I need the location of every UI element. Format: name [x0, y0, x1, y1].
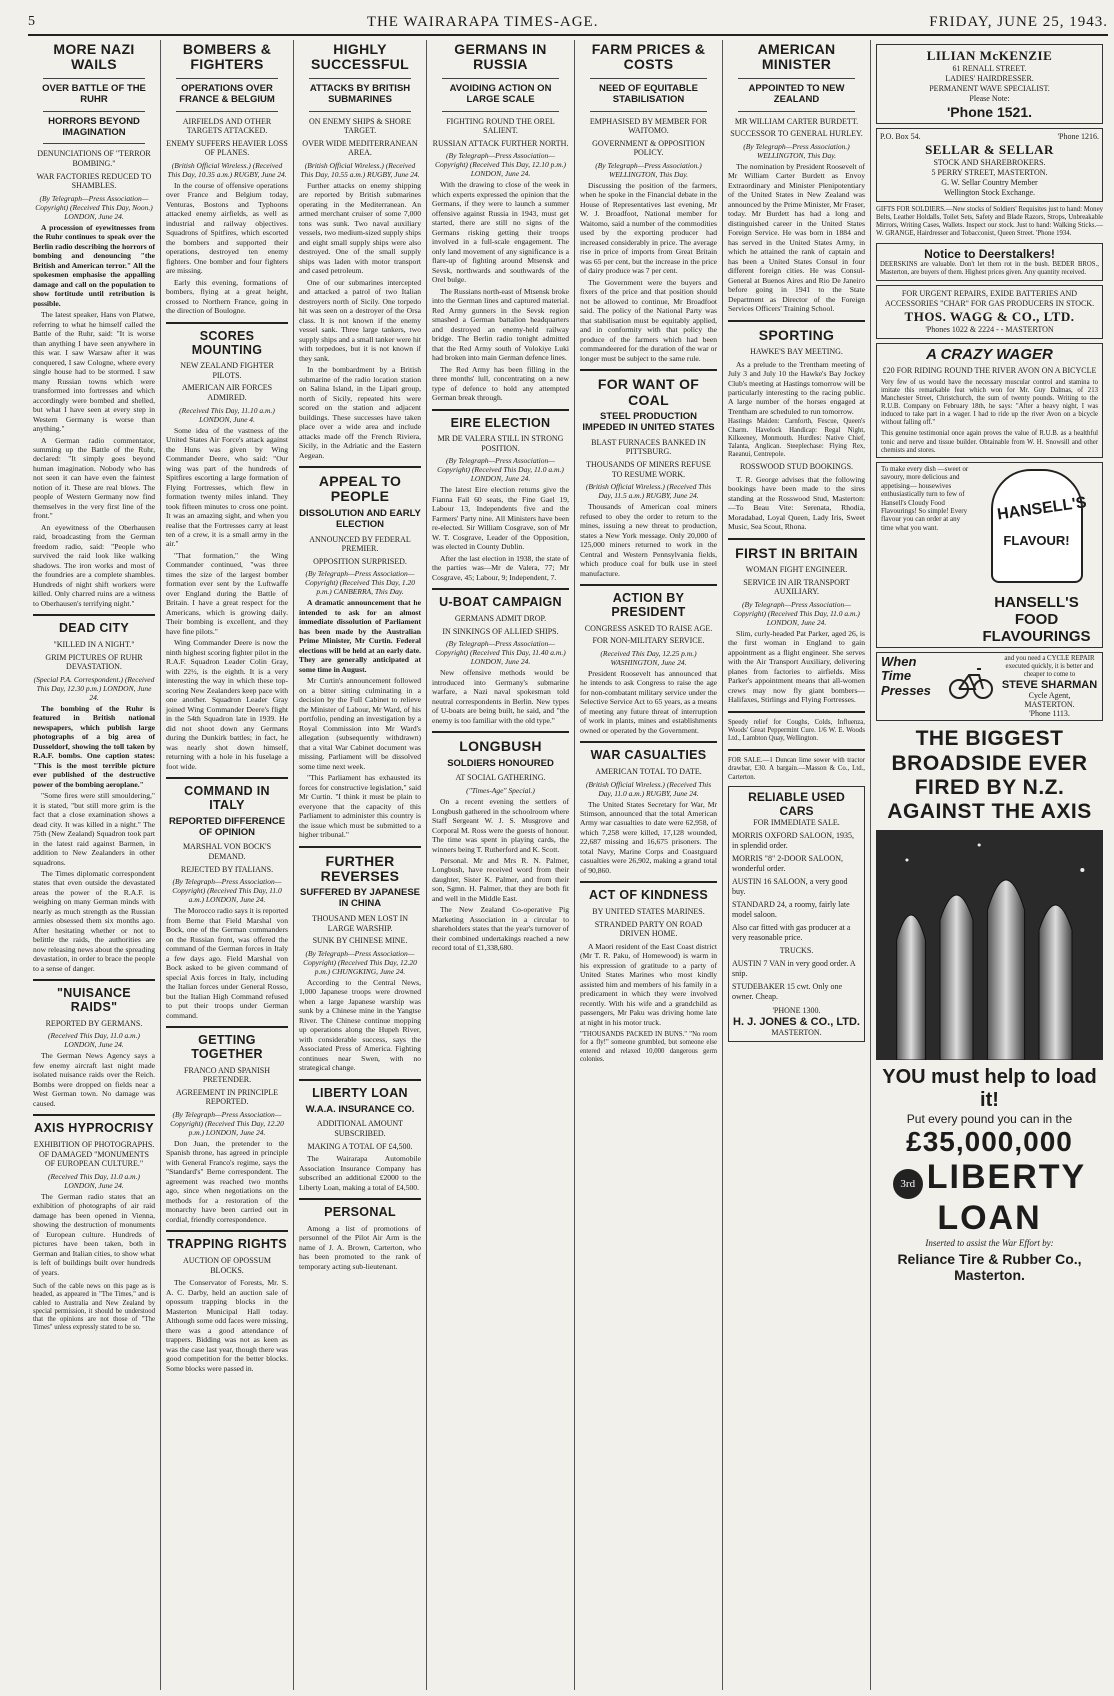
article-paragraph: According to the Central News, 1,000 Japanese troops were drowned when a large Japanese warship was sunk by a Chinese mine in the Yangtse River. The Chinese continue mopping up operations along the Hupeh River, with considerable success, says the Associated Press of America. Fighting continues near Swen, with no strategical change.	[299, 977, 421, 1073]
deck: OPPOSITION SURPRISED.	[313, 556, 407, 566]
advert-sponsor: Reliance Tire & Rubber Co., Masterton.	[897, 1251, 1082, 1284]
dateline: (By Telegraph—Press Association.) WELLINGTON, This Day.	[743, 141, 850, 160]
dateline: (By Telegraph—Press Association.) WELLINGTON, This Day.	[595, 161, 702, 179]
advert-line: LADIES' HAIRDRESSER.	[945, 74, 1034, 83]
article-paragraph: The Conservator of Forests, Mr. S. A. C. Darby, held an auction sale of opossum trapping blocks in the Masterton Municipal Hall today. Although some odd faces were missing, there was a good attendance of trappers. Bidding was not as keen as was the case last year, though there was good competition for the better blocks. Some blocks were passed in.	[166, 1278, 288, 1373]
deck: IN SINKINGS OF ALLIED SHIPS.	[442, 626, 559, 636]
advert-line: 61 RENALL STREET.	[952, 64, 1027, 73]
advert-text: Inserted to assist the War Effort by:	[925, 1238, 1054, 1249]
subhead: AVOIDING ACTION ON LARGE SCALE	[449, 82, 552, 105]
advert-text: and you need a CYCLE REPAIR executed quickly, it is better and cheaper to come to	[1004, 654, 1095, 679]
advert-brand: HANSELL'S FOOD FLAVOURINGS	[982, 593, 1091, 645]
liberty-loan-advert	[876, 727, 1103, 1283]
deck: AGREEMENT IN PRINCIPLE REPORTED.	[175, 1087, 279, 1107]
advert-slogan: YOU must help to load it!	[882, 1065, 1097, 1111]
column-4	[427, 40, 575, 1690]
article-paragraph: Discussing the position of the farmers, when he spoke in the Financial debate in the House of Representatives last evening, Mr W. J. Broadfoot, National member for Waitomo, said a number of the commodities used by the exporting producer had increased considerably in price. The average rise in price of imports from Great Britain was 65 per cent, but the increase in the price of dairy produce was 7 per cent.	[580, 181, 717, 276]
article-paragraph: Early this evening, formations of bombers, flying at a great height, crossed to Northern France, going in the direction of Boulogne.	[166, 277, 288, 316]
deck: THOUSAND MEN LOST IN LARGE WARSHIP.	[311, 914, 409, 933]
deck: GERMANS ADMIT DROP.	[454, 614, 547, 624]
deck: REPORTED BY GERMANS.	[45, 1018, 143, 1028]
column-7-adverts	[871, 40, 1108, 1690]
article-paragraph: Personal. Mr and Mrs R. N. Palmer, Longbush, have received word from their daughter, Sister K. Palmer, and from their son, Sgmn. H. Palmer, that they are both fit and well in the Middle East.	[432, 855, 569, 903]
advert-line: Wellington Stock Exchange.	[943, 188, 1036, 197]
subhead: NEED OF EQUITABLE STABILISATION	[598, 82, 699, 105]
advert-text: This genuine testimonial once again proves the value of R.U.B. as a healthful tonic and nerve and tissue builder. Obtainable from W. H. Snowsill and other chemists and stores.	[881, 430, 1098, 454]
advert-phone: 'Phone 1216.	[1057, 132, 1099, 141]
headline: AMERICAN MINISTER	[757, 41, 836, 73]
subhead: APPOINTED TO NEW ZEALAND	[748, 82, 845, 105]
advert-text: FOR URGENT REPAIRS, EXIDE BATTERIES AND ACCESSORIES "CHAR" FOR GAS PRODUCERS IN STOCK.	[884, 288, 1095, 308]
article-paragraph: The Morocco radio says it is reported from Berne that Field Marshal von Bock, one of the German commanders on the Russian front, was offered the command of the German forces in Italy a few days ago. Field Marshal von Bock asked to be given command of special Axis forces in Italy, including the Italian forces under General Rosso, but the Italian High Command refused to put their troops under German command.	[166, 906, 288, 1020]
dateline: (British Official Wireless.) (Received This Day, 10.35 a.m.) RUGBY, June 24.	[167, 161, 287, 179]
headline: MORE NAZI WAILS	[53, 41, 135, 73]
car-listing: MORRIS OXFORD SALOON, 1935, in splendid order.	[732, 830, 855, 850]
race-fields: Hastings Maiden: Carnforth, Fescue, Queen's Charm. Havelock Handicap: Regal Night, Kilkeeney, Monmouth. Hurdles: Native Chief, Talanta, Anglican. Steeplechase: Flying Rex, Raeanui, Centrepole.	[728, 418, 865, 459]
subhead: REPORTED DIFFERENCE OF OPINION	[168, 815, 286, 838]
article-paragraph: An eyewitness of the Oberhausen raid, broadcasting from the German freedom radio, said: "People who survived the raid look like walking shadows. The iron works and most of the foundries are a complete shambles. Hundreds of night shift workers were killed. Only charred ruins are a witness to Oberhausen's terrifying night."	[33, 522, 155, 608]
bottle-label: FLAVOUR!	[1003, 532, 1070, 548]
article-paragraph: The Russians north-east of Mtsensk broke into the German lines and captured material. Red Army gunners in the Sevsk region smashed a German battalion headquarters and destroyed an enemy-held railway bridge. The Berlin radio tonight admitted that the Red Army south of Volokiye Luki had broken into main German defence lines.	[432, 286, 569, 363]
article-paragraph: The German radio states that an exhibition of photographs of air raid damage has been opened in Vienna, showing the destruction of monuments of European culture. Hundreds of pictures have been taken, both in German and Italian cities, to show what is left of buildings built over hundreds of years.	[33, 1191, 155, 1277]
headline: PERSONAL	[324, 1205, 396, 1220]
car-listing: Also car fitted with gas producer at a very reasonable price.	[732, 922, 851, 942]
used-cars-advert	[728, 786, 865, 1042]
headline: HIGHLY SUCCESSFUL	[311, 41, 409, 73]
deck: ROSSWOOD STUD BOOKINGS.	[739, 462, 854, 472]
article-paragraph: The New Zealand Co-operative Pig Marketing Association in a circular to shareholders states that the year's turnover of their combined undertakings reached a new record total of £1,338,680.	[432, 905, 569, 953]
dateline: (By Telegraph—Press Association—Copyright) (Received This Day, 1.20 p.m.) CANBERRA, This Day.	[305, 569, 415, 597]
car-listing: AUSTIN 7 VAN in very good order. A snip.	[732, 958, 856, 978]
deck: ADDITIONAL AMOUNT SUBSCRIBED.	[316, 1119, 404, 1139]
advert-phone: 'Phone 1521.	[946, 104, 1033, 120]
article-paragraph: The United States Secretary for War, Mr Stimson, announced that the total American Army war casualties to date were 62,958, of which 7,258 were killed, 17,128 wounded, 22,687 missing and 16,675 prisoners. The total Navy, Marine Corps and Coastguard casualties were 26,902, making a grand total of 90,860.	[580, 799, 717, 875]
advert-phone: 'Phones 1022 & 2224 - - MASTERTON	[925, 324, 1054, 334]
advert-name: SELLAR & SELLAR	[925, 142, 1054, 157]
headline: LONGBUSH	[459, 738, 542, 755]
headline: TRAPPING RIGHTS	[167, 1237, 287, 1252]
advert-line: STOCK AND SHAREBROKERS.	[933, 158, 1046, 167]
article-paragraph: One of our submarines intercepted and attacked a patrol of two Italian destroyers north of Sicily. One torpedo hit was seen on a destroyer of the Orsa class. It is not known if the enemy vessel sank. Three large tankers, two supply ships and a small tanker were hit with torpedoes, but it is not known if they sank.	[299, 277, 421, 363]
headline: DEAD CITY	[58, 621, 130, 636]
article-lead: The bombing of the Ruhr is featured in British national newspapers, which publish large photographs of a big area of Dusseldorf, showing the toll taken by R.A.F. bombs. One caption states: "This is the most terrible picture ever published of the destructive power of the bombing aeroplane."	[33, 703, 155, 789]
article-paragraph: The Red Army has been filling in the three months' lull, concentrating on a new type of defence to hold any attempted German break through.	[432, 364, 569, 403]
dateline: (By Telegraph—Press Association—Copyright) (Received This Day, Noon.) LONDON, June 24.	[35, 193, 153, 221]
article-paragraph: The latest speaker, Hans von Platwe, referring to what he himself called the Battle of the Ruhr, said: "It is worse than anything I have seen anywhere in this war. I saw Warsaw after it was conquered, I saw Cologne, where every single house had to be stormed. I saw many Russian towns which were transformed into fortresses and which accordingly were bombed and shelled, but what I have seen at every step in Western Germany is worse than anything."	[33, 310, 155, 434]
deck: THOUSANDS OF MINERS REFUSE TO RESUME WORK.	[586, 460, 711, 479]
deck: FIGHTING ROUND THE OREL SALIENT.	[446, 116, 555, 136]
advert-text: To make every dish —sweet or savoury, more delicious and appetising— housewives enthusiastically turn to few of Hansell's Cloudy Food Flavourings! So simple! Every flavour you can order at any time what you want.	[881, 464, 969, 532]
deck: MR WILLIAM CARTER BURDETT.	[734, 116, 859, 126]
advert-title: A CRAZY WAGER	[926, 345, 1053, 363]
deck: CONGRESS ASKED TO RAISE AGE.	[584, 623, 713, 633]
advert-text: Speedy relief for Coughs, Colds, Influenza, Woods' Great Peppermint Cure. 1/6 W. E. Woods Ltd., Lambton Quay, Wellington.	[728, 718, 865, 743]
deck: WAR FACTORIES REDUCED TO SHAMBLES.	[36, 171, 152, 191]
hairdresser-advert	[876, 44, 1103, 124]
deck: EMPHASISED BY MEMBER FOR WAITOMO.	[589, 116, 708, 136]
loan-amount: £35,000,000	[906, 1125, 1073, 1157]
article-paragraph: The Times diplomatic correspondent states that even outside the devastated areas the power of the R.A.F. is weighing on many German minds with nearly as much strength as the Russian armies obsessed them six months ago. After hesitating whether or not to belittle the raids, the authorities are now releasing news about the spreading devastation, in order to brace the people to a sense of danger.	[33, 868, 155, 973]
dateline: (By Telegraph—Press Association—Copyright) (Received This Day, 11.0 a.m.) LONDON, June 24.	[733, 599, 860, 627]
article-lead: A dramatic announcement that he intended to ask for an almost immediate dissolution of Parliament has been made by the Australian Prime Minister, Mr Curtin. Federal elections will be held at an early date. They are generally anticipated at some time in August.	[299, 598, 421, 674]
column-1	[28, 40, 161, 1690]
deck: BLAST FURNACES BANKED IN PITTSBURG.	[591, 437, 706, 457]
headline: BOMBERS & FIGHTERS	[182, 41, 272, 73]
deck: FRANCO AND SPANISH PRETENDER.	[184, 1065, 270, 1085]
dateline: (By Telegraph—Press Association—Copyright) (Received This Day, 12.20 p.m.) LONDON, June 24.	[170, 1109, 284, 1137]
sharebroker-advert	[876, 128, 1103, 202]
subhead: OVER BATTLE OF THE RUHR	[42, 82, 146, 105]
article-paragraph: New offensive methods would be introduced into Germany's submarine warfare, a Nazi naval spokesman told neutral correspondents in Berlin. New types of U-boats are being built, he said, and "the enemy is too familiar with the old type."	[432, 668, 569, 725]
deck: HAWKE'S BAY MEETING.	[750, 346, 843, 356]
advert-title: RELIABLE USED CARS	[748, 789, 845, 818]
deck: NEW ZEALAND FIGHTER PILOTS.	[180, 361, 274, 380]
article-paragraph: The Government were the buyers and fixers of the price and that position should not be allowed to continue, Mr Broadfoot said. The policy of the National Party was that stabilisation must be equitably applied, and in conformity with that policy the produce of the farmers which had been commandeered for the duration of the war or longer must be subject to the same rule.	[580, 277, 717, 363]
dateline: (By Telegraph—Press Association—Copyright) (Received This Day, 12.20 p.m.) CHUNGKING, June 24.	[303, 948, 417, 976]
deck: BY UNITED STATES MARINES.	[592, 907, 705, 917]
deck: RUSSIAN ATTACK FURTHER NORTH.	[432, 138, 569, 148]
article-paragraph: Further attacks on enemy shipping are reported by British submarines operating in the Mediterranean. An armed merchant cruiser of some 7,000 tons was sunk. Two naval auxiliary vessels, two medium-sized supply ships and eight small supply ships were also destroyed. One of the small supply ships was laden with motor transport and cased petroleum.	[299, 181, 421, 276]
headline: "NUISANCE RAIDS"	[57, 986, 131, 1015]
bicycle-icon	[947, 655, 995, 703]
advert-subtitle: FOR IMMEDIATE SALE.	[753, 817, 840, 827]
advert-subtitle: £20 FOR RIDING ROUND THE RIVER AVON ON A BICYCLE	[882, 365, 1097, 375]
advert-text: FOR SALE.—1 Duncan lime sower with tractor drawbar, £30. A bargain.—Masson & Co., Ltd., Carterton.	[728, 757, 865, 781]
advert-line: 5 PERRY STREET, MASTERTON.	[931, 168, 1048, 177]
headline: U-BOAT CAMPAIGN	[439, 595, 562, 610]
dateline: (British Official Wireless.) (Received This Day, 11.0 a.m.) RUGBY, June 24.	[585, 779, 712, 798]
liberty-loan-title: LIBERTY LOAN	[926, 1157, 1087, 1238]
columns	[28, 40, 1108, 1690]
subhead: DISSOLUTION AND EARLY ELECTION	[299, 507, 421, 530]
article-paragraph: On a recent evening the settlers of Longbush gathered in the schoolroom where Staff Sergeant W. J. S. Musgrove and Corporal M. Ross were the guests of honour. The time was spent in playing cards, the winners being T. Rutherford and K. Scott.	[432, 797, 569, 854]
subhead: OPERATIONS OVER FRANCE & BELGIUM	[179, 82, 275, 105]
headline: SCORES MOUNTING	[191, 328, 263, 357]
column-3	[294, 40, 427, 1690]
advert-title: When Time Presses	[881, 653, 931, 698]
dateline: (Special P.A. Correspondent.) (Received This Day, 12.30 p.m.) LONDON, June 24.	[33, 674, 155, 702]
page-number: 5	[28, 14, 36, 29]
masthead	[28, 10, 1108, 36]
footnote: Such of the cable news on this page as is headed, as appeared in "The Times," and is cabled to Australia and New Zealand by special permission, it should be understood that the opinions are not those of "The Times" unless expressly stated to be so.	[33, 1283, 155, 1331]
advert-name: THOS. WAGG & CO., LTD.	[904, 308, 1075, 324]
deck: AT SOCIAL GATHERING.	[455, 773, 546, 783]
article-paragraph: The Wairarapa Automobile Association Insurance Company has subscribed an additional £2000 to the Liberty Loan, making a total of £4,500.	[299, 1154, 421, 1192]
subhead: W.A.A. INSURANCE CO.	[305, 1103, 415, 1115]
car-listing: AUSTIN 16 SALOON, a very good buy.	[732, 876, 848, 896]
column-6	[723, 40, 871, 1690]
dateline: (By Telegraph—Press Association—Copyright) (Received This Day, 11.0 a.m.) LONDON, June 24.	[437, 456, 564, 484]
headline: ACT OF KINDNESS	[588, 888, 709, 903]
deck: SUNK BY CHINESE MINE.	[312, 936, 408, 946]
article-paragraph: A German radio commentator, summing up the Battle of the Ruhr, declared: "It simply goes beyond human imagination. Nobody who has not seen it can have even the faintest notion of it. These are real blows. The people of Western Germany now find themselves in the very first line of the front."	[33, 435, 155, 521]
article-paragraph: Wing Commander Deere is now the ninth highest scoring fighter pilot in the R.A.F. Squadron Leader Colin Gray, with 22½, is the eighth. It is a very interesting the way in which these top-scoring New Zealanders keep pace with one another. Squadron Leader Gray joined Wing Commander Deere's flight in the 54th Squadron late in 1939. He did not shoot down any Germans during the Dunkirk battles; in fact, he was nearly shot down himself, returning with a hole in his fuselage a foot wide.	[166, 638, 288, 771]
headline: GERMANS IN RUSSIA	[454, 41, 547, 73]
deck: FOR NON-MILITARY SERVICE.	[592, 636, 705, 646]
article-paragraph: Among a list of promotions of personnel of the Pilot Air Arm is the name of J. A. Brown, Carterton, who has been promoted to the rank of temporary acting sub-lieutenant.	[299, 1223, 421, 1271]
deck: AMERICAN TOTAL TO DATE.	[595, 766, 702, 776]
advert-line: G. W. Sellar Country Member	[941, 178, 1038, 187]
deck: REJECTED BY ITALIANS.	[180, 864, 274, 874]
hansells-advert	[876, 462, 1103, 648]
deck: WOMAN FIGHT ENGINEER.	[745, 565, 848, 575]
dateline: ("Times-Age" Special.)	[466, 786, 535, 796]
article-paragraph: The German News Agency says a few enemy aircraft last night made isolated nuisance raids over the Reich. Bombs were dropped on fields near a West German town. No damage was caused.	[33, 1051, 155, 1108]
advert-phone: 'PHONE 1300.	[772, 1005, 821, 1015]
deck: STRANDED PARTY ON ROAD DRIVEN HOME.	[594, 919, 703, 939]
shells-illustration	[876, 830, 1103, 1060]
bottle-label: HANSELL'S	[995, 494, 1088, 524]
crazy-wager-advert	[876, 343, 1103, 458]
headline: FIRST IN BRITAIN	[735, 544, 858, 561]
headline: FOR WANT OF COAL	[597, 376, 700, 408]
article-paragraph: "Some fires were still smouldering," it is stated, "but still more grim is the fact that a close examination shows a dead city. It was killed in a night." The 75th (New Zealand) Squadron took part in the latest raid against Barmen, in addition to New Zealanders in other squadrons.	[33, 791, 155, 867]
headline: APPEAL TO PEOPLE	[318, 473, 402, 505]
headline: FARM PRICES & COSTS	[591, 41, 706, 73]
car-listing: STANDARD 24, a roomy, fairly late model saloon.	[732, 899, 850, 919]
subhead: SOLDIERS HONOURED	[447, 757, 554, 769]
advert-name: LILIAN McKENZIE	[926, 48, 1053, 63]
dateline: (Received This Day, 11.0 a.m.) LONDON, June 24.	[48, 1031, 140, 1050]
article-paragraph: "This Parliament has exhausted its forces for constructive legislation," said Mr Curtin. "I think it must be plain to everyone that the capacity of this Parliament to administer this country is the issue which must be submitted to a higher tribunal."	[299, 773, 421, 840]
article-paragraph: Don Juan, the pretender to the Spanish throne, has agreed in principle with General Franco's regime, says the "Standard's" Berne correspondent. The agreement was reached two months ago, since when negotiations on the methods for a restoration of the monarchy have been carried out in cordial, friendly correspondence.	[166, 1138, 288, 1224]
deck: MARSHAL VON BOCK'S DEMAND.	[182, 842, 272, 862]
deck: MAKING A TOTAL OF £4,500.	[307, 1141, 413, 1151]
deerstalkers-advert	[876, 243, 1103, 281]
advert-town: MASTERTON.	[771, 1027, 822, 1037]
article-paragraph: Mr Curtin's announcement followed on a bitter sitting culminating in a decision by the Full Cabinet to relieve the Minister of Labour, Mr Ward, of his portfolio, pending an investigation by a Royal Commission into Mr Ward's allegation (subsequently withdrawn) that a vital War Cabinet document was missing. Parliament will be dissolved some time next week.	[299, 676, 421, 771]
article-paragraph: Thousands of American coal miners refused to obey the order to return to the mines, issuing a new threat to production, states a New York message. Only 20,000 of 125,000 miners returned to work in the Central and Western Pennsylvania fields, which produce coal for bulk use in steel manufacture.	[580, 502, 717, 578]
article-paragraph: Slim, curly-headed Pat Parker, aged 26, is the first woman in England to gain appointment as a flight engineer. She serves with the Air Transport Auxiliary, delivering planes from factories to airfields. Miss Parker's appointment means that all-women crews may now fly giant bombers—Halifaxes, Stirlings and Flying Fortresses.	[728, 628, 865, 705]
subhead: SUFFERED BY JAPANESE IN CHINA	[299, 887, 420, 910]
cycle-repair-advert	[876, 652, 1103, 721]
article-paragraph: With the drawing to close of the week in which experts expressed the opinion that the Germans, if they were to launch a summer offensive against Russia in 1943, must get started, there are still no signs of the Germans risking getting their troops involved in a full-scale engagement. The only land movement of any significance is a flare-up of fighting around Mtsensk and Sevsk, northwards and southwards of the Orel bulge.	[432, 180, 569, 285]
gifts-advert: GIFTS FOR SOLDIERS.—New stocks of Soldiers' Requisites just to hand: Money Belts, Leather Holdalls, Toilet Sets, Safety and Blade Razors, Strops, Unbreakable Mirrors, Writing Cases, Wallets. Inspect our stock. Just to hand: Walking Sticks.—W. GRANGE, Hairdresser and Tobacconist, Queen Street. 'Phone 1934.	[876, 206, 1103, 238]
article-paragraph: The nomination by President Roosevelt of Mr William Carter Burdett as Envoy Extraordinary and Minister Plenipotentiary of the United States in New Zealand was announced by the Prime Minister, Mr Fraser, today. Mr Burdett has had a long and distinguished career in the United States Foreign Service. He was born in 1884 and has served in the United States Army, in which he attained the rank of captain and has been a United States Consul in four different foreign cities. He was Consul-General at Buenos Aires and Rio De Janeiro before going in 1941 to the State Department as Director of the Foreign Services Officers' Training School.	[728, 161, 865, 314]
deck: GRIM PICTURES OF RUHR DEVASTATION.	[45, 652, 143, 672]
article-paragraph: As a prelude to the Trentham meeting of July 3 and July 10 the Hawke's Bay Jockey Club's meeting at Hastings tomorrow will be particularly interesting to the racing public. A large number of the horses engaged at Trentham are scheduled to run tomorrow.	[728, 359, 865, 416]
third-badge: 3rd	[893, 1169, 923, 1199]
deck: MR DE VALERA STILL IN STRONG POSITION.	[437, 434, 564, 453]
headline: COMMAND IN ITALY	[184, 784, 270, 812]
advert-line: Cycle Agent,	[1028, 691, 1071, 701]
po-box: P.O. Box 54.	[880, 132, 921, 141]
dateline: (Received This Day, 11.0 a.m.) LONDON, June 24.	[48, 1171, 140, 1190]
dateline: (By Telegraph—Press Association—Copyright) (Received This Day, 11.40 a.m.) LONDON, June 24.	[435, 639, 566, 667]
headline: SPORTING	[758, 326, 835, 343]
article-paragraph: In the course of offensive operations over France and Belgium today, Venturas, Bostons and Typhoons attacked enemy airfields, as well as industrial and railway objectives. Squadrons of Spitfires, which escorted the bombers and supported their operations, destroyed ten enemy fighters. One bomber and four fighters are missing.	[166, 181, 288, 276]
article-paragraph: The latest Eire election returns give the Fianna Fail 60 seats, the Fine Gael 19, Labour 13, Independents five and the Farmers' Party nine. All Ministers have been re-elected. Sir William Cosgrave, son of Mr W. T. Cosgrave, Leader of the Opposition, was elected in County Dublin.	[432, 485, 569, 552]
advert-line: MASTERTON.	[1024, 700, 1075, 710]
deck: EXHIBITION OF PHOTOGRAPHS. OF DAMAGED "MONUMENTS OF EUROPEAN CULTURE."	[33, 1140, 155, 1169]
advert-title: Notice to Deerstalkers!	[924, 246, 1055, 261]
headline: EIRE ELECTION	[450, 415, 551, 430]
article-paragraph: President Roosevelt has announced that he intends to ask Congress to raise the age for non-combatant military service under the Selective Service Act to 65 years, as a means of meeting any future threat of interruption of work in plants, mines and establishments owned or operated by the Government.	[580, 668, 717, 735]
deck: AUCTION OF OPOSSUM BLOCKS.	[182, 1256, 271, 1275]
deck: ANNOUNCED BY FEDERAL PREMIER.	[309, 534, 411, 554]
deck: OVER WIDE MEDITERRANEAN AREA.	[302, 138, 418, 158]
deck: SUCCESSOR TO GENERAL HURLEY.	[730, 129, 863, 139]
car-listing: TRUCKS.	[779, 945, 814, 955]
headline: FURTHER REVERSES	[320, 852, 400, 884]
car-listing: MORRIS "8" 2-DOOR SALOON, wonderful order.	[732, 853, 843, 873]
subhead: STEEL PRODUCTION IMPEDED IN UNITED STATES	[582, 410, 715, 433]
deck: "KILLED IN A NIGHT."	[53, 639, 135, 649]
deck: ON ENEMY SHIPS & SHORE TARGET.	[309, 116, 411, 136]
article-paragraph: Some idea of the vastness of the United States Air Force's attack against the Huns was given by Wing Commander Deere, who said: "Our wing was part of the hundreds of Spitfires escorting a large formation of Flying Fortresses, which flew in formation twenty miles inland. They took fifteen minutes to cross one point. It was an amazing sight, and when you realise that the Fortresses carry at least ten of a crew, it is a small army in the air."	[166, 425, 288, 549]
headline: GETTING TOGETHER	[191, 1033, 263, 1061]
deck: GOVERNMENT & OPPOSITION POLICY.	[592, 138, 705, 158]
subhead: ATTACKS BY BRITISH SUBMARINES	[309, 82, 411, 105]
advert-company: H. J. JONES & CO., LTD.	[733, 1015, 860, 1028]
advert-text: DEERSKINS are valuable. Don't let them rot in the bush. BEDER BROS., Masterton, are buyers of them. Highest prices given. Any quantity received.	[880, 260, 1099, 276]
advert-name: STEVE SHARMAN	[1001, 679, 1098, 692]
article-paragraph: "That formation," the Wing Commander continued, "was three times the size of the largest bomber formation ever sent by the Luftwaffe over England during the Battle of Britain. I have a great respect for the Americans, which is growing daily. Their bombing is excellent, and they have fine pilots."	[166, 550, 288, 636]
advert-line: PERMANENT WAVE SPECIALIST.	[929, 84, 1050, 93]
deck: AIRFIELDS AND OTHER TARGETS ATTACKED.	[182, 116, 272, 136]
deck: ENEMY SUFFERS HEAVIER LOSS OF PLANES.	[166, 138, 288, 158]
advert-text: Very few of us would have the necessary muscular control and stamina to imitate this remarkable feat which won for Mr. Guy Dalmas, of 213 Manchester Street, Christchurch, the sum of twenty pounds. Writing to the R.U.B. Company on February 18th, he says: "After a heavy night, I was induced to take part in a wager. I had to ride up the river Avon on a bicycle without falling off."	[881, 378, 1098, 427]
advert-text: "THOUSANDS PACKED IN BUNS." "No room for a fly!" someone grumbled, but someone else entered and relaxed 10,000 dangerous germ colonies.	[580, 1031, 717, 1063]
headline: ACTION BY PRESIDENT	[611, 591, 686, 619]
subhead: HORRORS BEYOND IMAGINATION	[48, 115, 140, 138]
advert-text: Put every pound you can in the	[906, 1111, 1073, 1126]
advert-headline: THE BIGGEST BROADSIDE EVER FIRED BY N.Z. AGAINST THE AXIS	[887, 727, 1092, 823]
dateline: (Received This Day, 12.25 p.m.) WASHINGTON, June 24.	[600, 648, 697, 667]
column-5	[575, 40, 723, 1690]
battery-advert	[876, 285, 1103, 339]
deck: SERVICE IN AIR TRANSPORT AUXILIARY.	[743, 577, 850, 597]
article-paragraph: After the last election in 1938, the state of the parties was—Mr de Valera, 77; Mr Cosgrave, 45; Labour, 9; Independent, 7.	[432, 553, 569, 582]
dateline: (British Official Wireless.) (Received This Day, 11.5 a.m.) RUGBY, June 24.	[585, 482, 712, 501]
column-2	[161, 40, 294, 1690]
dateline: (By Telegraph—Press Association—Copyright) (Received This Day, 11.0 a.m.) LONDON, June 24.	[172, 877, 282, 905]
dateline: (By Telegraph—Press Association—Copyright) (Received This Day, 12.10 p.m.) LONDON, June 24.	[434, 151, 566, 179]
issue-date: FRIDAY, JUNE 25, 1943.	[929, 13, 1108, 30]
deck: DENUNCIATIONS OF "TERROR BOMBING."	[37, 149, 151, 169]
dateline: (British Official Wireless.) (Received This Day, 10.55 a.m.) RUGBY, June 24.	[300, 161, 420, 179]
newspaper-title: THE WAIRARAPA TIMES-AGE.	[366, 13, 599, 30]
article-paragraph: A Maori resident of the East Coast district (Mr T. R. Paku, of Homewood) is warm in his expression of gratitude to a party of United States Marines who most kindly assisted him and members of his family in a predicament in which they were involved recently. With his wife and a grandchild as passengers, Mr Paku was driving home late at night in his motor truck.	[580, 941, 717, 1027]
article-paragraph: T. R. George advises that the following bookings have been made to the sires standing at the Rosswood Stud, Masterton:—To Beau Vite: Serenata, Rhodia, Moradabad, Loyal Queen, Lady Iris, Sweet Music, Sea Scout, Rhona.	[728, 474, 865, 532]
dateline: (Received This Day, 11.10 a.m.) LONDON, June 4.	[179, 405, 275, 424]
deck: AMERICAN AIR FORCES ADMIRED.	[181, 383, 273, 403]
article-paragraph: In the bombardment by a British submarine of the radio location station on Salina Island, in the Lipari group, north of Sicily, repeated hits were scored on the station and adjacent buildings. These successes have taken place over a wide area and include attacks made off the French Riviera, Sicily, in the Adriatic and the Eastern Aegean.	[299, 365, 421, 460]
advert-line: 'Phone 1113.	[1029, 709, 1070, 719]
car-listing: STUDEBAKER 15 cwt. Only one owner. Cheap.	[732, 981, 842, 1001]
advert-line: Please Note:	[969, 94, 1010, 103]
headline: AXIS HYPROCRISY	[34, 1121, 154, 1136]
headline: LIBERTY LOAN	[312, 1085, 408, 1100]
article-lead: A procession of eyewitnesses from the Ruhr continues to speak over the Berlin radio describing the horrors of bombing and denouncing "the British and American terror." All the spokesmen emphasise the appalling damage and call on the population to show fortitude until retribution is possible.	[33, 222, 155, 308]
headline: WAR CASUALTIES	[590, 748, 707, 763]
flavouring-bottle-icon	[991, 469, 1088, 583]
